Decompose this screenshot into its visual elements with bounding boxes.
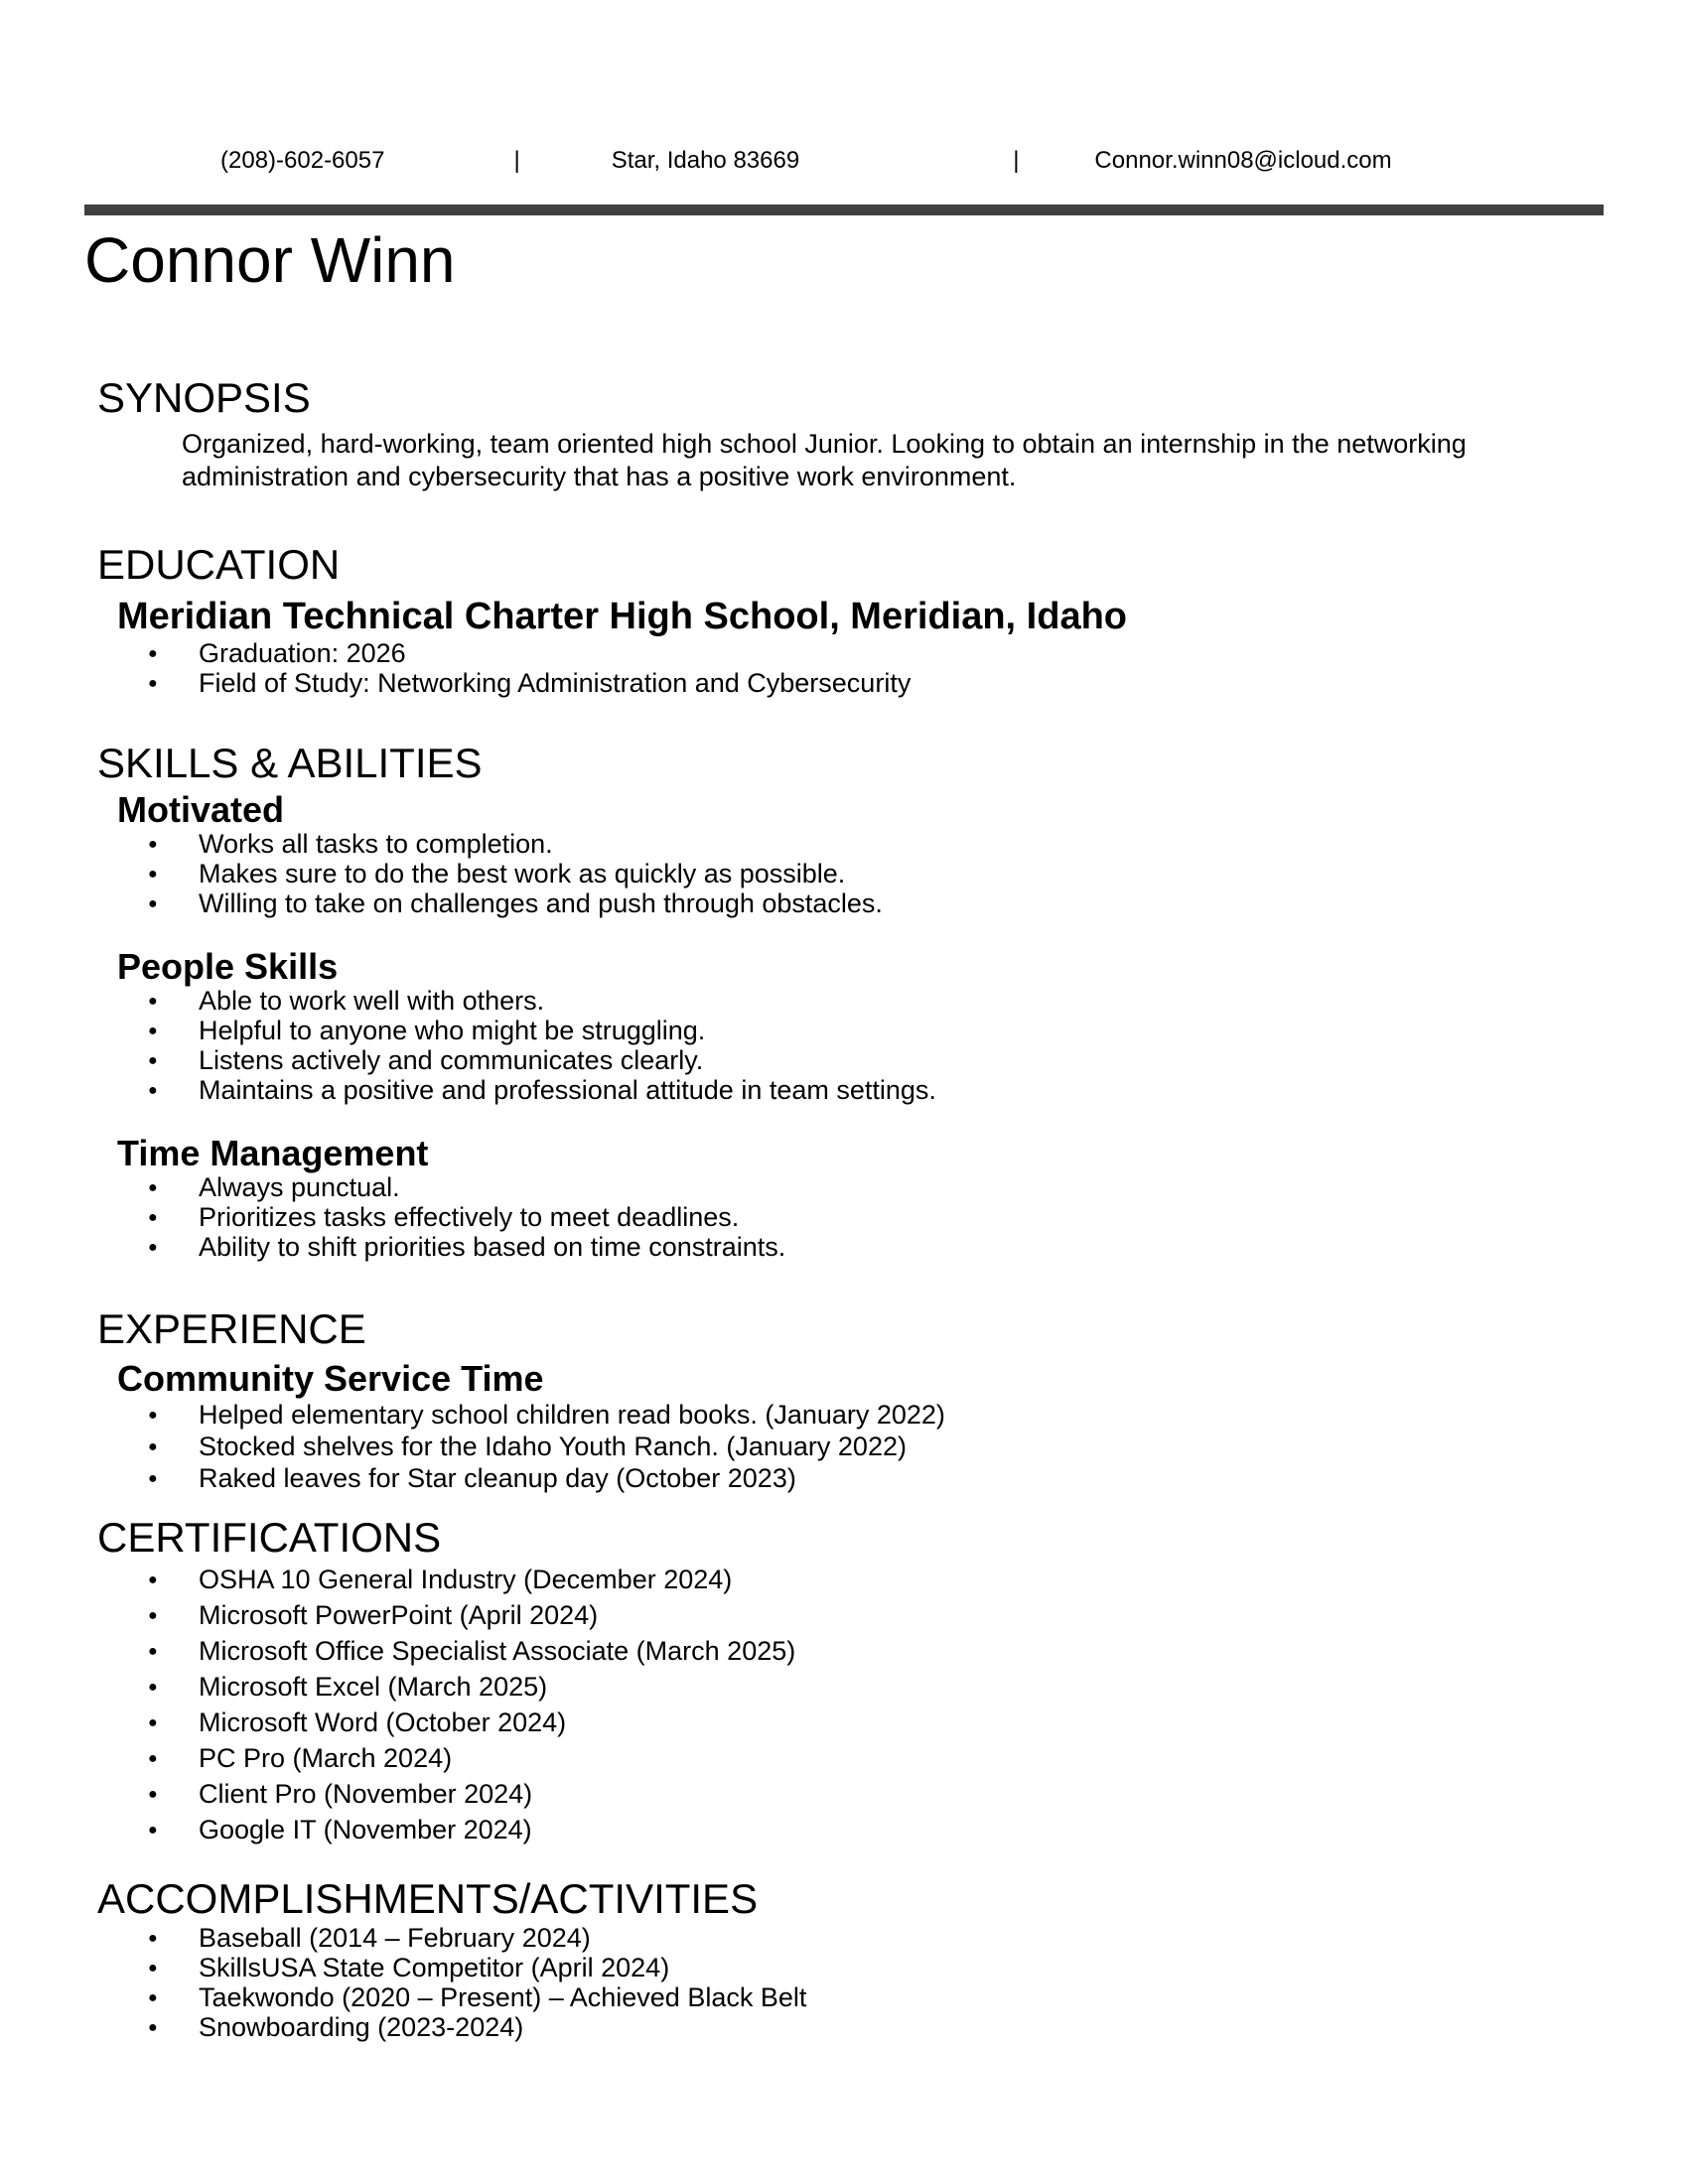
- experience-item: ● Stocked shelves for the Idaho Youth Ranch. (January 2022): [84, 1431, 1604, 1462]
- skill-item: ● Listens actively and communicates clearly.: [84, 1045, 1604, 1075]
- skill-item: ● Helpful to anyone who might be struggling.: [84, 1016, 1604, 1045]
- contact-header: [84, 147, 1604, 175]
- education-item: ● Field of Study: Networking Administration and Cybersecurity: [84, 668, 1604, 698]
- skill-item: ● Always punctual.: [84, 1172, 1604, 1202]
- skills-people-list: [84, 986, 1604, 1105]
- synopsis-text: Organized, hard-working, team oriented high school Junior. Looking to obtain an internship in the networking administration and cybersecurity that has a positive work environment.: [182, 429, 1467, 491]
- contact-email: Connor.winn08@icloud.com: [1094, 147, 1392, 174]
- skill-item: ● Ability to shift priorities based on time constraints.: [84, 1232, 1604, 1262]
- certifications-list: [84, 1562, 1604, 1847]
- accomplishment-item: ● Baseball (2014 – February 2024): [84, 1923, 1604, 1953]
- certifications-section-title: CERTIFICATIONS: [97, 1514, 442, 1561]
- skills-group-title-motivated: Motivated: [117, 789, 285, 830]
- experience-list: [84, 1399, 1604, 1494]
- experience-section-title: EXPERIENCE: [97, 1305, 366, 1352]
- skill-item: ● Makes sure to do the best work as quickly as possible.: [84, 859, 1604, 888]
- education-list: [84, 638, 1604, 698]
- certification-item: ● Microsoft Office Specialist Associate (March 2025): [84, 1633, 1604, 1669]
- skill-item: ● Maintains a positive and professional attitude in team settings.: [84, 1075, 1604, 1105]
- contact-phone: (208)-602-6057: [220, 147, 385, 174]
- accomplishment-item: ● Snowboarding (2023-2024): [84, 2012, 1604, 2042]
- skill-item: ● Able to work well with others.: [84, 986, 1604, 1016]
- skills-time-list: [84, 1172, 1604, 1262]
- skills-group-title-people-skills: People Skills: [117, 946, 339, 987]
- skill-item: ● Works all tasks to completion.: [84, 829, 1604, 859]
- skill-item: ● Willing to take on challenges and push through obstacles.: [84, 888, 1604, 918]
- skill-item: ● Prioritizes tasks effectively to meet deadlines.: [84, 1202, 1604, 1232]
- skills-section-title: SKILLS & ABILITIES: [97, 740, 483, 786]
- synopsis-section-title: SYNOPSIS: [97, 374, 311, 421]
- skills-motivated-list: [84, 829, 1604, 918]
- education-item: ● Graduation: 2026: [84, 638, 1604, 668]
- certification-item: ● PC Pro (March 2024): [84, 1740, 1604, 1776]
- certification-item: ● OSHA 10 General Industry (December 2024): [84, 1562, 1604, 1597]
- person-name: Connor Winn: [84, 224, 456, 296]
- contact-divider: |: [513, 147, 520, 174]
- header-rule: [84, 205, 1604, 215]
- experience-role: Community Service Time: [117, 1358, 544, 1399]
- certification-item: ● Google IT (November 2024): [84, 1812, 1604, 1847]
- certification-item: ● Microsoft PowerPoint (April 2024): [84, 1597, 1604, 1633]
- skills-group-title-time-management: Time Management: [117, 1133, 429, 1173]
- contact-divider: |: [1013, 147, 1020, 174]
- experience-item: ● Raked leaves for Star cleanup day (October 2023): [84, 1462, 1604, 1494]
- accomplishment-item: ● Taekwondo (2020 – Present) – Achieved Black Belt: [84, 1982, 1604, 2012]
- education-school: Meridian Technical Charter High School, Meridian, Idaho: [117, 596, 1128, 637]
- education-section-title: EDUCATION: [97, 541, 341, 588]
- certification-item: ● Client Pro (November 2024): [84, 1776, 1604, 1812]
- accomplishments-list: [84, 1923, 1604, 2042]
- accomplishment-item: ● SkillsUSA State Competitor (April 2024): [84, 1953, 1604, 1982]
- accomplishments-section-title: ACCOMPLISHMENTS/ACTIVITIES: [97, 1875, 759, 1922]
- experience-item: ● Helped elementary school children read books. (January 2022): [84, 1399, 1604, 1431]
- contact-location: Star, Idaho 83669: [611, 147, 800, 174]
- certification-item: ● Microsoft Word (October 2024): [84, 1705, 1604, 1740]
- certification-item: ● Microsoft Excel (March 2025): [84, 1669, 1604, 1705]
